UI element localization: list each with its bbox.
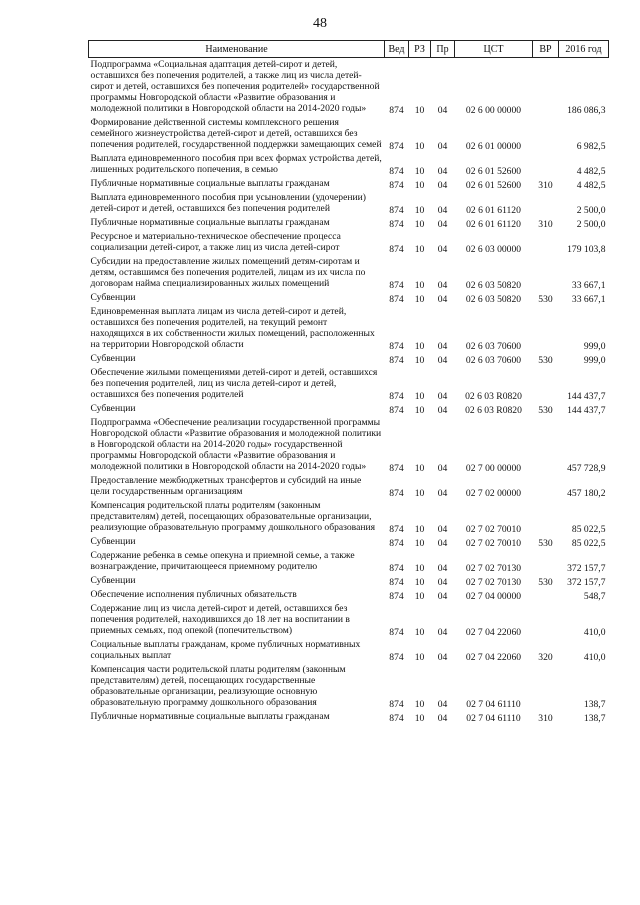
row-ved: 874 [389,166,404,177]
row-cst: 02 7 04 22060 [465,627,522,638]
row-rz: 10 [414,244,425,255]
row-amount: 85 022,5 [571,524,606,535]
row-ved: 874 [389,341,404,352]
row-name: Субвенции [90,575,136,586]
row-pr: 04 [437,205,448,216]
header-year: 2016 год [559,41,609,58]
row-vr [533,549,559,574]
row-ved: 874 [389,294,404,305]
row-vr: 310 [538,713,553,724]
table-body [89,58,609,725]
row-name: Публичные нормативные социальные выплаты гражданам [90,711,330,722]
row-ved: 874 [389,652,404,663]
row-cst: 02 6 01 52600 [465,166,522,177]
row-vr [533,305,559,352]
row-amount: 144 437,7 [567,391,606,402]
row-amount: 999,0 [583,341,606,352]
row-rz: 10 [414,538,425,549]
row-rz: 10 [414,391,425,402]
row-name: Содержание ребенка в семье опекуна и приемной семье, а также вознаграждение, причитающееся приемному родителю [90,550,355,572]
row-amount: 138,7 [583,699,606,710]
row-amount: 457 180,2 [567,488,606,499]
row-pr: 04 [437,294,448,305]
row-rz: 10 [414,652,425,663]
row-ved: 874 [389,463,404,474]
row-pr: 04 [437,627,448,638]
row-vr: 530 [538,355,553,366]
row-pr: 04 [437,355,448,366]
row-cst: 02 6 01 61120 [466,219,521,230]
table-row [89,58,609,117]
row-pr: 04 [437,538,448,549]
table-row [89,366,609,402]
page-number: 48 [313,16,327,31]
row-amount: 33 667,1 [571,280,606,291]
row-cst: 02 6 03 R0820 [465,391,522,402]
row-vr: 530 [538,577,553,588]
row-rz: 10 [414,591,425,602]
row-cst: 02 6 03 50820 [465,280,522,291]
row-vr: 310 [538,180,553,191]
row-vr [533,663,559,710]
row-name: Ресурсное и материально-техническое обеспечение процесса социализации детей-сирот, а также лиц из числа детей-сирот [90,231,341,253]
row-pr: 04 [437,577,448,588]
table-row [89,152,609,177]
row-name: Компенсация родительской платы родителям (законным представителям) детей, посещающих образовательные организации, реализующие образовательную программу дошкольного образования [90,500,376,533]
row-rz: 10 [414,355,425,366]
table-row [89,352,609,366]
row-rz: 10 [414,341,425,352]
table-row [89,499,609,535]
row-ved: 874 [389,180,404,191]
row-rz: 10 [414,166,425,177]
row-vr [533,474,559,499]
row-amount: 548,7 [583,591,606,602]
row-pr: 04 [437,244,448,255]
table-row [89,710,609,724]
row-vr: 530 [538,538,553,549]
row-ved: 874 [389,488,404,499]
row-rz: 10 [414,488,425,499]
table-row [89,602,609,638]
row-pr: 04 [437,591,448,602]
row-rz: 10 [414,463,425,474]
row-pr: 04 [437,713,448,724]
row-cst: 02 6 03 R0820 [465,405,522,416]
row-amount: 4 482,5 [576,166,606,177]
row-ved: 874 [389,524,404,535]
row-cst: 02 7 02 00000 [465,488,522,499]
table-row [89,549,609,574]
row-ved: 874 [389,405,404,416]
row-vr: 530 [538,294,553,305]
row-pr: 04 [437,166,448,177]
row-ved: 874 [389,591,404,602]
table-row [89,638,609,663]
row-ved: 874 [389,244,404,255]
row-rz: 10 [414,524,425,535]
row-cst: 02 7 04 00000 [465,591,522,602]
row-amount: 179 103,8 [567,244,606,255]
row-pr: 04 [437,391,448,402]
row-rz: 10 [414,180,425,191]
row-name: Субвенции [90,536,136,547]
row-rz: 10 [414,294,425,305]
row-rz: 10 [414,219,425,230]
row-vr [533,58,559,117]
row-cst: 02 6 03 50820 [465,294,522,305]
row-cst: 02 7 00 00000 [465,463,522,474]
table-row [89,191,609,216]
row-amount: 2 500,0 [576,205,606,216]
row-rz: 10 [414,280,425,291]
row-cst: 02 6 01 52600 [465,180,522,191]
row-cst: 02 7 04 22060 [465,652,522,663]
row-rz: 10 [414,405,425,416]
row-pr: 04 [437,405,448,416]
row-ved: 874 [389,391,404,402]
table-row [89,291,609,305]
row-ved: 874 [389,713,404,724]
row-amount: 410,0 [583,652,606,663]
row-ved: 874 [389,105,404,116]
row-pr: 04 [437,652,448,663]
row-name: Публичные нормативные социальные выплаты гражданам [90,217,330,228]
table-row [89,305,609,352]
row-name: Субсидии на предоставление жилых помещений детям-сиротам и детям, оставшимся без попечения родителей, лицам из их числа по договорам найма специализированных жилых помещений [90,256,366,289]
row-name: Обеспечение исполнения публичных обязательств [90,589,297,600]
row-pr: 04 [437,280,448,291]
header-cst: ЦСТ [455,41,533,58]
row-vr: 310 [538,219,553,230]
row-cst: 02 6 01 61120 [466,205,521,216]
row-name: Подпрограмма «Обеспечение реализации государственной программы Новгородской области «Развитие образования и молодежной политики в Новгородской области на 2014-2020 годы» государственной программы Новгородской области «Развитие образования и молодежной политики в Новгородской области на 2014-2020 годы» [90,417,382,472]
row-name: Содержание лиц из числа детей-сирот и детей, оставшихся без попечения родителей, находившихся до 18 лет на воспитании в приемных семьях, под опекой (попечительством) [90,603,350,636]
table-row [89,416,609,474]
table-row [89,574,609,588]
row-name: Единовременная выплата лицам из числа детей-сирот и детей, оставшихся без попечения родителей, на текущий ремонт находящихся в их собственности жилых помещений, расположенных на территории Новгородской области [90,306,375,350]
row-name: Субвенции [90,403,136,414]
row-ved: 874 [389,141,404,152]
row-amount: 186 086,3 [567,105,606,116]
table-row [89,402,609,416]
row-cst: 02 6 00 00000 [465,105,522,116]
row-name: Субвенции [90,292,136,303]
row-amount: 144 437,7 [567,405,606,416]
row-rz: 10 [414,141,425,152]
row-name: Предоставление межбюджетных трансфертов и субсидий на иные цели государственным организациям [90,475,362,497]
row-rz: 10 [414,563,425,574]
header-name: Наименование [89,41,385,58]
row-vr: 530 [538,405,553,416]
row-vr [533,588,559,602]
row-pr: 04 [437,341,448,352]
row-amount: 6 982,5 [576,141,606,152]
row-name: Компенсация части родительской платы родителям (законным представителям) детей, посещающих государственные образовательные организации, реализующие основную образовательную программу дошкольного образования [90,664,346,708]
row-rz: 10 [414,699,425,710]
row-ved: 874 [389,627,404,638]
header-rz: РЗ [409,41,431,58]
row-vr [533,255,559,291]
row-pr: 04 [437,105,448,116]
row-ved: 874 [389,699,404,710]
header-vr: ВР [533,41,559,58]
row-vr [533,366,559,402]
row-rz: 10 [414,627,425,638]
row-vr [533,191,559,216]
table-row [89,177,609,191]
row-cst: 02 7 04 61110 [466,699,521,710]
table-row [89,474,609,499]
row-cst: 02 7 02 70010 [465,538,522,549]
row-amount: 457 728,9 [567,463,606,474]
row-name: Субвенции [90,353,136,364]
table-row [89,230,609,255]
header-pr: Пр [431,41,455,58]
table-header [89,41,609,58]
row-cst: 02 7 02 70130 [465,577,522,588]
row-amount: 4 482,5 [576,180,606,191]
row-cst: 02 6 03 70600 [465,341,522,352]
row-name: Социальные выплаты гражданам, кроме публичных нормативных социальных выплат [90,639,361,661]
table-row [89,588,609,602]
row-name: Формирование действенной системы комплексного решения семейного жизнеустройства детей-сирот и детей, оставшихся без попечения родителей, государственной поддержки замещающих семей [90,117,382,150]
row-rz: 10 [414,205,425,216]
row-vr [533,152,559,177]
row-rz: 10 [414,577,425,588]
row-name: Подпрограмма «Социальная адаптация детей-сирот и детей, оставшихся без попечения родителей, а также лиц из числа детей-сирот и детей, оставшихся без попечения родителей» государственной программы Новгородской области «Развитие образования и молодежной политики в Новгородской области на 2014-2020 годы» [90,59,380,114]
table-row [89,116,609,152]
row-vr [533,416,559,474]
row-cst: 02 6 01 00000 [465,141,522,152]
table-row [89,663,609,710]
header-ved: Вед [385,41,409,58]
row-vr [533,602,559,638]
row-pr: 04 [437,524,448,535]
row-pr: 04 [437,488,448,499]
row-rz: 10 [414,713,425,724]
row-ved: 874 [389,563,404,574]
row-name: Выплата единовременного пособия при усыновлении (удочерении) детей-сирот и детей, оставшихся без попечения родителей [90,192,366,214]
row-vr [533,499,559,535]
row-cst: 02 7 02 70010 [465,524,522,535]
row-ved: 874 [389,280,404,291]
row-ved: 874 [389,219,404,230]
row-amount: 999,0 [583,355,606,366]
row-pr: 04 [437,141,448,152]
budget-table [88,40,609,724]
row-amount: 372 157,7 [567,563,606,574]
row-pr: 04 [437,463,448,474]
row-amount: 410,0 [583,627,606,638]
row-amount: 138,7 [583,713,606,724]
row-cst: 02 7 02 70130 [465,563,522,574]
row-name: Публичные нормативные социальные выплаты гражданам [90,178,330,189]
table-row [89,216,609,230]
table-row [89,255,609,291]
header-row [89,41,609,58]
row-rz: 10 [414,105,425,116]
row-ved: 874 [389,205,404,216]
table-row [89,535,609,549]
row-amount: 372 157,7 [567,577,606,588]
row-amount: 85 022,5 [571,538,606,549]
row-vr: 320 [538,652,553,663]
row-cst: 02 7 04 61110 [466,713,521,724]
row-vr [533,116,559,152]
row-amount: 33 667,1 [571,294,606,305]
row-pr: 04 [437,180,448,191]
row-pr: 04 [437,699,448,710]
row-pr: 04 [437,563,448,574]
row-ved: 874 [389,355,404,366]
row-cst: 02 6 03 70600 [465,355,522,366]
row-ved: 874 [389,577,404,588]
row-pr: 04 [437,219,448,230]
row-name: Обеспечение жилыми помещениями детей-сирот и детей, оставшихся без попечения родителей, лиц из числа детей-сирот и детей, оставшихся без попечения родителей [90,367,378,400]
row-name: Выплата единовременного пособия при всех формах устройства детей, лишенных родительского попечения, в семью [90,153,382,175]
row-ved: 874 [389,538,404,549]
row-amount: 2 500,0 [576,219,606,230]
row-vr [533,230,559,255]
row-cst: 02 6 03 00000 [465,244,522,255]
